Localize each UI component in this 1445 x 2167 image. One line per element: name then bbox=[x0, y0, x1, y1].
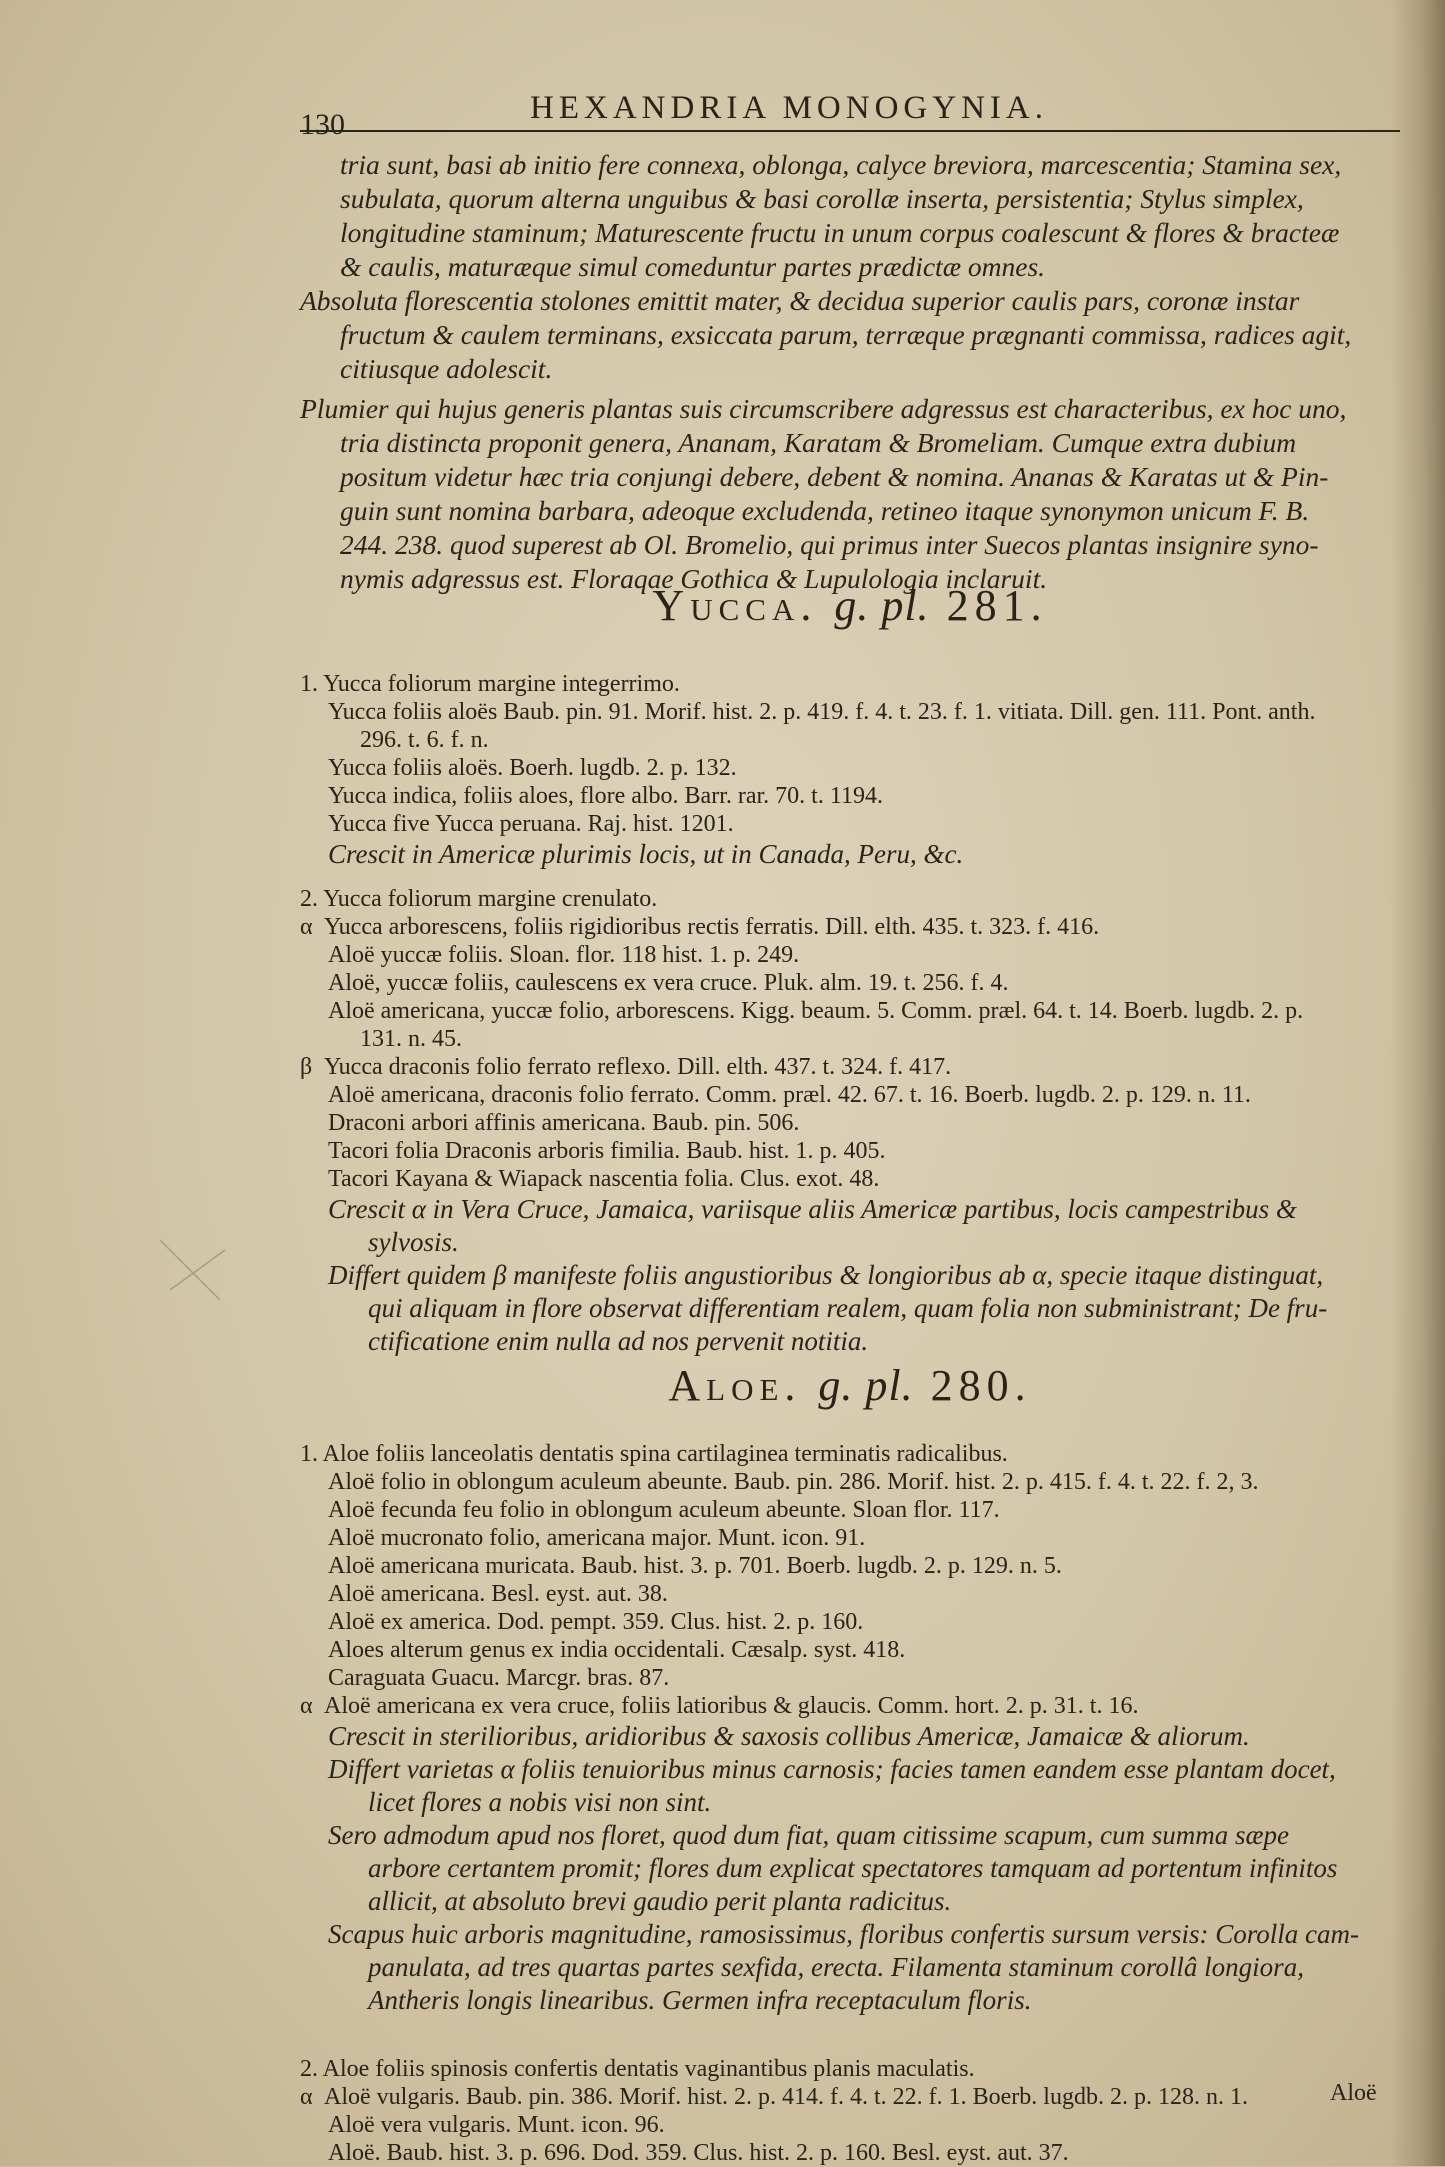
genus-heading-yucca: Yucca. g. pl. 281. bbox=[652, 581, 1048, 630]
aloe-species-2: 2. Aloe foliis spinosis confertis dentatis vaginantibus planis maculatis. α Aloë vulgaris. Baub. pin. 386. Morif. hist. 2. p. 414. f. 4. t. 22. f. 1. Boerb. lugdb. 2. p. 128. n. 1. Aloë vera vulgaris. Munt. icon. 96. Aloë. Baub. hist. 3. p. 696. Dod. 359. Clus. hist. 2. p. 160. Besl. eyst. aut. 37. bbox=[300, 2055, 1400, 2167]
page-number: 130 bbox=[300, 108, 345, 141]
running-title: HEXANDRIA MONOGYNIA. bbox=[530, 90, 1048, 126]
species-head: 1. Yucca foliorum margine integerrimo. bbox=[300, 671, 680, 697]
species-head: 1. Aloe foliis lanceolatis dentatis spina cartilaginea terminatis radicalibus. bbox=[300, 1441, 1008, 1467]
beta-marker: β bbox=[300, 1054, 313, 1080]
running-head bbox=[300, 70, 1400, 141]
species-head: 2. Yucca foliorum margine crenulato. bbox=[300, 886, 658, 912]
alpha-marker: α bbox=[300, 914, 313, 940]
genus-heading-aloe: Aloe. g. pl. 280. bbox=[668, 1361, 1032, 1410]
aloe-species-1: 1. Aloe foliis lanceolatis dentatis spina cartilaginea terminatis radicalibus. Aloë folio in oblongum aculeum abeunte. Baub. pin. 286. Morif. hist. 2. p. 415. f. 4. t. 22. f. 2, 3. Aloë fecunda feu folio in oblongum aculeum abeunte. Sloan flor. 117. Aloë mucronato folio, americana major. Munt. icon. 91. Aloë americana muricata. Baub. hist. 3. p. 701. Boerb. lugdb. 2. p. 129. n. 5. Aloë americana. Besl. eyst. aut. 38. Aloë ex america. Dod. pempt. 359. Clus. hist. 2. p. 160. Aloes alterum genus ex india occidentali. Cæsalp. syst. 418. Caraguata Guacu. Marcgr. bras. 87. α Aloë americana ex vera cruce, foliis latioribus & glaucis. Comm. hort. 2. p. 31. t. 16. Crescit in sterilioribus, aridioribus & saxosis collibus Americæ, Jamaicæ & aliorum. Differt varietas α foliis tenuioribus minus carnosis; facies tamen eandem esse plantam docet, licet flores a nobis visi non sint. Sero admodum apud nos floret, quod dum fiat, quam citissime scapum, cum summa sæpe arbore certantem promit; flores dum explicat spectatores tamquam ad portentum infinitos allicit, at absoluto brevi gaudio perit planta radicitus. Scapus huic arboris magnitudine, ramosissimus, floribus confertis sursum versis: Corolla cam- panulata, ad tres quartas partes sexfida, erecta. Filamenta staminum corollâ longiora, Antheris longis linearibus. Germen infra receptaculum floris. bbox=[300, 1440, 1400, 2017]
catchword: Aloë bbox=[1330, 2080, 1377, 2106]
pencil-mark-icon bbox=[150, 1230, 240, 1310]
species-head: 2. Aloe foliis spinosis confertis dentatis vaginantibus planis maculatis. bbox=[300, 2056, 975, 2082]
intro-text: tria sunt, basi ab initio fere connexa, oblonga, calyce breviora, marcescentia; Stamina sex, subulata, quorum alterna unguibus & basi corollæ inserta, persistentia; Stylus simplex, longitudine staminum; Maturescente fructu in unum corpus coalescunt & flores & bracteæ & caulis, maturæque simul comeduntur partes prædictæ omnes. Absoluta florescentia stolones emittit mater, & decidua superior caulis pars, coronæ instar fructum & caulem terminans, exsiccata parum, terræque prægnanti commissa, radices agit, citiusque adolescit. Plumier qui hujus generis plantas suis circumscribere adgressus est characteribus, ex hoc uno, tria distincta proponit genera, Ananam, Karatam & Bromeliam. Cumque extra dubium positum videtur hæc tria conjungi debere, debent & nomina. Ananas & Karatas ut & Pin- guin sunt nomina barbara, adeoque excludenda, retineo itaque synonymon unicum F. B. 244. 238. quod superest ab Ol. Bromelio, qui primus inter Suecos plantas insignire syno- nymis adgressus est. Floraqae Gothica & Lupulologia inclaruit. bbox=[300, 149, 1352, 594]
alpha-marker: α bbox=[300, 2084, 313, 2110]
yucca-species-1: 1. Yucca foliorum margine integerrimo. Yucca foliis aloës Baub. pin. 91. Morif. hist. 2. p. 419. f. 4. t. 23. f. 1. vitiata. Dill. gen. 111. Pont. anth. 296. t. 6. f. n. Yucca foliis aloës. Boerh. lugdb. 2. p. 132. Yucca indica, foliis aloes, flore albo. Barr. rar. 70. t. 1194. Yucca five Yucca peruana. Raj. hist. 1201. Crescit in Americæ plurimis locis, ut in Canada, Peru, &c. bbox=[300, 670, 1400, 871]
yucca-species-2: 2. Yucca foliorum margine crenulato. α Yucca arborescens, foliis rigidioribus rectis ferratis. Dill. elth. 435. t. 323. f. 416. Aloë yuccæ foliis. Sloan. flor. 118 hist. 1. p. 249. Aloë, yuccæ foliis, caulescens ex vera cruce. Pluk. alm. 19. t. 256. f. 4. Aloë americana, yuccæ folio, arborescens. Kigg. beaum. 5. Comm. præl. 64. t. 14. Boerb. lugdb. 2. p. 131. n. 45. β Yucca draconis folio ferrato reflexo. Dill. elth. 437. t. 324. f. 417. Aloë americana, draconis folio ferrato. Comm. præl. 42. 67. t. 16. Boerb. lugdb. 2. p. 129. n. 11. Draconi arbori affinis americana. Baub. pin. 506. Tacori folia Draconis arboris fimilia. Baub. hist. 1. p. 405. Tacori Kayana & Wiapack nascentia folia. Clus. exot. 48. Crescit α in Vera Cruce, Jamaica, variisque aliis Americæ partibus, locis campestribus & sylvosis. Differt quidem β manifeste foliis angustioribus & longioribus ab α, specie itaque distinguat, qui aliquam in flore observat differentiam realem, quam folia non subministrant; De fru- ctificatione enim nulla ad nos pervenit notitia. bbox=[300, 885, 1400, 1358]
alpha-marker: α bbox=[300, 1693, 313, 1719]
page-content bbox=[300, 70, 1400, 2166]
